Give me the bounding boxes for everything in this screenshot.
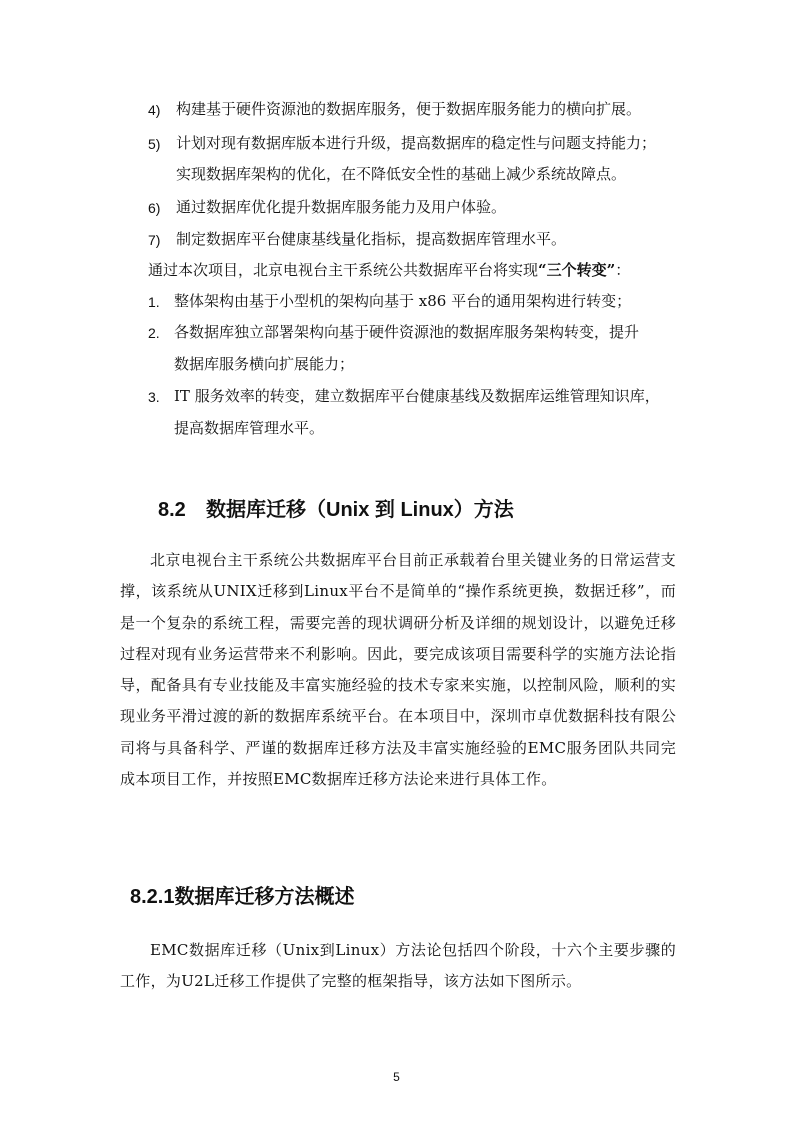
intro-highlight: “三个转变” [538,261,616,279]
subsection-title: 数据库迁移方法概述 [174,886,355,908]
list-item-text: 实现数据库架构的优化，在不降低安全性的基础上减少系统故障点。 [176,165,627,183]
section-title: 数据库迁移（Unix 到 Linux）方法 [206,499,514,521]
list-item-text: 各数据库独立部署架构向基于硬件资源池的数据库服务架构转变，提升 [174,323,640,341]
list-item-text: 提高数据库管理水平。 [174,419,325,437]
page-number: 5 [393,1070,400,1084]
list-number: 5) [148,136,161,152]
list-number: 2. [148,325,160,341]
list-number: 6) [148,200,161,216]
list-item-text: 计划对现有数据库版本进行升级，提高数据库的稳定性与问题支持能力； [176,134,657,152]
list-item-text: 构建基于硬件资源池的数据库服务，便于数据库服务能力的横向扩展。 [176,100,642,118]
subsection-heading [130,884,354,910]
subsection-paragraph: EMC数据库迁移（Unix到Linux）方法论包括四个阶段，十六个主要步骤的工作，为U2L迁移工作提供了完整的框架指导，该方法如下图所示。 [120,941,676,991]
subsection-number: 8.2.1 [130,886,175,908]
intro-tail: ： [615,261,631,279]
section-number: 8.2 [158,499,186,521]
list-item-text: 数据库服务横向扩展能力； [174,355,355,373]
list-item-text: 制定数据库平台健康基线量化指标，提高数据库管理水平。 [176,230,567,248]
list-item-text: IT 服务效率的转变，建立数据库平台健康基线及数据库运维管理知识库， [174,387,660,405]
intro-text: 通过本次项目，北京电视台主干系统公共数据库平台将实现 [148,261,539,279]
intro-line [148,260,630,280]
list-number: 3. [148,389,160,405]
list-item-text: 整体架构由基于小型机的架构向基于 x86 平台的通用架构进行转变； [174,292,632,310]
list-number: 7) [148,232,161,248]
list-number: 4) [148,102,161,118]
section-heading [158,497,514,523]
list-item-text: 通过数据库优化提升数据库服务能力及用户体验。 [176,198,507,216]
section-paragraph: 北京电视台主干系统公共数据库平台目前正承载着台里关键业务的日常运营支撑，该系统从UNIX迁移到Linux平台不是简单的“操作系统更换，数据迁移”，而是一个复杂的系统工程，需要完善的现状调研分析及详细的规划设计，以避免迁移过程对现有业务运营带来不利影响。因此，要完成该项目需要科学的实施方法论指导，配备具有专业技能及丰富实施经验的技术专家来实施，以控制风险，顺利的实现业务平滑过渡的新的数据库系统平台。在本项目中，深圳市卓优数据科技有限公司将与具备科学、严谨的数据库迁移方法及丰富实施经验的EMC服务团队共同完成本项目工作，并按照EMC数据库迁移方法论来进行具体工作。 [120,551,676,789]
list-number: 1. [148,294,160,310]
